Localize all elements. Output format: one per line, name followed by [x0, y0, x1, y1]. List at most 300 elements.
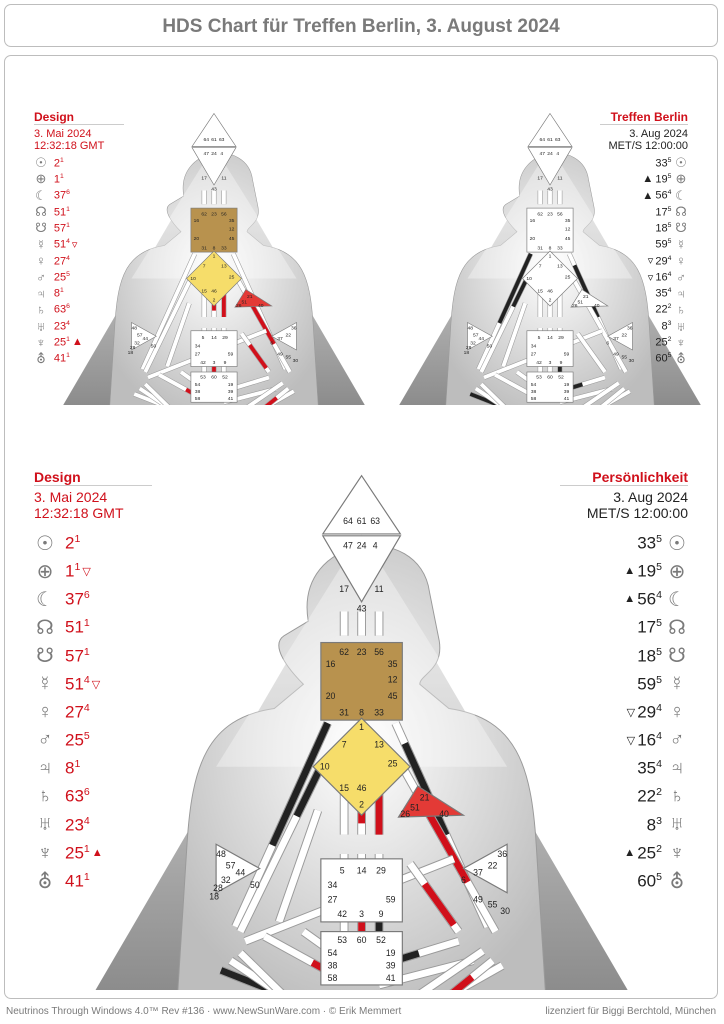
gate-number: 63 — [65, 787, 84, 807]
line-number: 5 — [656, 673, 662, 686]
planet-row — [34, 269, 124, 285]
gate-label: 34 — [194, 344, 201, 350]
panel-title: Persönlichkeit — [560, 469, 688, 486]
gate-number: 60 — [637, 871, 657, 891]
panel-date: 3. Aug 2024 — [629, 128, 688, 140]
line-number: 1 — [66, 205, 70, 213]
gate-label: 60 — [547, 375, 553, 381]
planet-row — [34, 236, 124, 252]
gate-number: 51 — [53, 206, 67, 219]
planet-row — [34, 334, 124, 350]
gate-label: 34 — [530, 344, 537, 350]
gate-label: 35 — [228, 218, 235, 224]
gate-value — [661, 320, 671, 333]
gate-value — [655, 173, 671, 186]
personality-panel — [560, 469, 688, 895]
gate-label: 39 — [385, 960, 396, 971]
gate-value — [54, 320, 70, 333]
planet-row — [34, 302, 124, 318]
gate-label: 53 — [200, 375, 206, 381]
line-number: 4 — [83, 814, 90, 827]
gate-label: 20 — [325, 690, 336, 701]
south-node-icon: ☋ — [35, 220, 47, 236]
sun-icon: ☉ — [36, 532, 54, 555]
pluto-icon: ⛢ — [676, 350, 686, 366]
line-number: 4 — [667, 254, 672, 262]
planet-row — [600, 188, 688, 204]
gate-value — [637, 702, 662, 723]
line-number: 5 — [656, 871, 662, 884]
planet-row — [600, 285, 688, 301]
combined-bodygraph — [90, 466, 636, 995]
gate-number: 59 — [637, 674, 657, 694]
planet-row — [560, 698, 688, 726]
panel-time: 12:32:18 GMT — [34, 140, 105, 152]
gate-number: 22 — [637, 787, 657, 807]
planet-row — [560, 867, 688, 895]
gate-number: 23 — [53, 320, 67, 333]
planet-row — [34, 670, 152, 698]
gate-label: 43 — [547, 187, 553, 193]
gate-label: 6 — [270, 341, 274, 347]
line-number: 1 — [59, 287, 64, 295]
planet-row — [34, 171, 124, 187]
gate-label: 7 — [202, 264, 206, 270]
gate-label: 5 — [537, 336, 541, 341]
gate-label: 54 — [327, 947, 338, 958]
gate-label: 18 — [209, 891, 220, 902]
pluto-icon: ⛢ — [37, 870, 53, 893]
gate-value — [655, 206, 671, 219]
gate-label: 49 — [473, 894, 483, 905]
gate-value — [54, 336, 70, 349]
gate-label: 5 — [339, 865, 345, 876]
line-number: 5 — [83, 730, 90, 743]
jupiter-icon: ♃ — [36, 286, 46, 302]
gate-label: 41 — [563, 397, 570, 403]
planet-row — [600, 171, 688, 187]
gate-label: 46 — [356, 782, 367, 793]
gate-label: 50 — [486, 344, 493, 350]
gate-label: 38 — [530, 389, 537, 395]
gate-number: 17 — [637, 617, 657, 637]
gate-value — [655, 271, 671, 284]
gate-value — [54, 222, 70, 235]
gate-number: 1 — [53, 173, 60, 186]
gate-label: 36 — [291, 326, 297, 332]
gate-value — [655, 157, 671, 170]
gate-label: 9 — [559, 360, 563, 366]
gate-label: 58 — [327, 973, 338, 984]
line-number: 2 — [667, 336, 672, 344]
gate-number: 27 — [53, 255, 67, 268]
line-number: 4 — [83, 673, 90, 686]
gate-label: 40 — [258, 304, 264, 310]
gate-number: 29 — [655, 255, 668, 268]
gate-label: 55 — [621, 355, 627, 361]
design-panel-small — [34, 110, 124, 367]
planet-row — [600, 351, 688, 367]
gate-label: 33 — [221, 246, 227, 252]
gate-label: 3 — [359, 909, 365, 920]
gate-value — [54, 255, 70, 268]
gate-number: 23 — [65, 815, 84, 835]
gate-label: 62 — [339, 647, 349, 658]
gate-value — [54, 352, 70, 365]
gate-label: 36 — [627, 326, 633, 332]
gate-label: 48 — [467, 326, 473, 332]
mars-icon: ♂ — [36, 269, 46, 285]
planet-row — [560, 614, 688, 642]
exaltation-arrow: ▽ — [626, 706, 636, 719]
gate-label: 53 — [536, 375, 542, 381]
planet-row — [560, 783, 688, 811]
gate-label: 48 — [216, 848, 226, 859]
line-number: 2 — [656, 786, 662, 799]
gate-label: 63 — [554, 138, 561, 143]
gate-number: 37 — [65, 589, 84, 609]
gate-value — [65, 702, 90, 723]
gate-number: 17 — [655, 206, 668, 219]
bodygraph-svg — [90, 466, 636, 990]
planet-row — [560, 585, 688, 613]
gate-label: 4 — [220, 151, 224, 157]
gate-label: 9 — [223, 360, 227, 366]
gate-label: 6 — [606, 341, 610, 347]
line-number: 5 — [656, 560, 662, 573]
mars-icon: ♂ — [676, 269, 686, 285]
gate-label: 46 — [547, 289, 553, 295]
gate-label: 40 — [439, 809, 449, 820]
line-number: 1 — [59, 156, 64, 164]
gate-label: 43 — [211, 187, 217, 193]
planet-row — [560, 811, 688, 839]
gate-value — [65, 589, 90, 610]
south-node-icon: ☋ — [668, 645, 686, 668]
line-number: 2 — [667, 303, 672, 311]
gate-label: 59 — [385, 894, 396, 905]
gate-number: 25 — [655, 336, 668, 349]
line-number: 4 — [656, 730, 662, 743]
gate-label: 27 — [530, 352, 537, 358]
footer-license: lizenziert für Biggi Berchtold, München — [545, 1006, 716, 1017]
gate-label: 21 — [583, 294, 589, 300]
gate-value — [637, 730, 662, 751]
moon-icon: ☾ — [35, 187, 47, 203]
gate-label: 16 — [193, 218, 200, 224]
gate-number: 56 — [655, 190, 668, 203]
line-number: 1 — [83, 871, 90, 884]
gate-label: 47 — [539, 151, 546, 157]
gate-label: 22 — [621, 333, 627, 339]
earth-icon: ⊕ — [36, 560, 54, 583]
gate-label: 11 — [221, 176, 227, 182]
gate-number: 29 — [637, 702, 657, 722]
gate-label: 35 — [387, 658, 398, 669]
gate-number: 25 — [637, 843, 657, 863]
planet-row — [34, 614, 152, 642]
gate-number: 8 — [65, 758, 75, 778]
exaltation-arrow: ▲ — [624, 565, 636, 578]
planet-row — [34, 285, 124, 301]
jupiter-icon: ♃ — [37, 757, 53, 780]
gate-number: 25 — [53, 271, 67, 284]
gate-label: 4 — [372, 540, 378, 551]
venus-icon: ♀ — [37, 700, 53, 723]
gate-value — [54, 238, 70, 251]
gate-number: 2 — [65, 533, 75, 553]
gate-label: 26 — [236, 304, 242, 310]
gate-value — [637, 646, 662, 667]
panel-date: 3. Mai 2024 — [34, 489, 108, 505]
gate-label: 21 — [419, 792, 430, 803]
gate-label: 62 — [201, 212, 207, 218]
planet-row — [600, 236, 688, 252]
gate-label: 16 — [529, 218, 536, 224]
gate-label: 19 — [385, 947, 396, 958]
gate-number: 8 — [53, 287, 60, 300]
line-number: 4 — [66, 238, 70, 246]
gate-label: 57 — [225, 860, 236, 871]
planet-row — [560, 755, 688, 783]
pluto-icon: ⛢ — [669, 870, 685, 893]
line-number: 5 — [667, 156, 672, 164]
mars-icon: ♂ — [669, 728, 685, 751]
gate-value — [54, 206, 70, 219]
line-number: 3 — [656, 814, 662, 827]
gate-label: 3 — [212, 360, 216, 366]
line-number: 1 — [66, 222, 70, 229]
gate-label: 42 — [536, 360, 542, 366]
gate-label: 30 — [292, 359, 299, 365]
gate-label: 51 — [241, 300, 247, 306]
jupiter-icon: ♃ — [669, 757, 685, 780]
gate-number: 8 — [661, 320, 668, 333]
line-number: 6 — [66, 189, 70, 197]
planet-row — [34, 726, 152, 754]
planet-row — [600, 204, 688, 220]
gate-label: 60 — [211, 375, 217, 381]
gate-label: 41 — [385, 973, 396, 984]
planet-row — [34, 698, 152, 726]
gate-number: 25 — [53, 336, 67, 349]
gate-label: 2 — [548, 298, 552, 304]
gate-value — [637, 786, 662, 807]
gate-number: 16 — [637, 730, 657, 750]
gate-value — [655, 352, 671, 365]
gate-label: 22 — [285, 333, 291, 339]
gate-label: 57 — [137, 333, 143, 339]
planet-row — [34, 755, 152, 783]
exaltation-arrow: ▲ — [624, 593, 636, 606]
gate-label: 2 — [359, 799, 365, 810]
gate-label: 20 — [193, 237, 200, 242]
gate-label: 23 — [356, 647, 367, 658]
gate-number: 18 — [655, 222, 668, 235]
gate-value — [637, 589, 662, 610]
gate-label: 28 — [213, 882, 223, 893]
gate-label: 19 — [227, 382, 234, 388]
planet-row — [560, 642, 688, 670]
saturn-icon: ♄ — [37, 785, 53, 808]
gate-value — [65, 674, 90, 695]
line-number: 2 — [656, 842, 662, 855]
gate-label: 33 — [374, 707, 384, 718]
gate-label: 48 — [131, 326, 137, 332]
line-number: 4 — [66, 254, 70, 262]
gate-label: 47 — [203, 151, 210, 157]
line-number: 4 — [83, 701, 90, 714]
gate-number: 41 — [53, 353, 67, 366]
design-panel — [34, 469, 152, 895]
gate-number: 57 — [65, 646, 84, 666]
gate-value — [65, 871, 90, 892]
planet-row — [600, 220, 688, 236]
gate-value — [637, 561, 662, 582]
gate-value — [655, 238, 671, 251]
gate-label: 37 — [473, 867, 483, 878]
gate-label: 1 — [359, 721, 365, 732]
gate-label: 37 — [277, 337, 283, 343]
line-number: 1 — [59, 173, 64, 181]
gate-value — [65, 533, 80, 554]
gate-number: 35 — [655, 287, 668, 300]
venus-icon: ♀ — [676, 253, 686, 269]
gate-label: 57 — [473, 333, 479, 339]
gate-number: 63 — [53, 304, 67, 317]
gate-label: 17 — [537, 176, 543, 182]
gate-label: 7 — [341, 739, 347, 750]
gate-label: 2 — [212, 298, 216, 304]
gate-label: 24 — [356, 540, 367, 551]
gate-label: 14 — [211, 336, 217, 341]
mars-icon: ♂ — [37, 728, 53, 751]
gate-number: 56 — [637, 589, 657, 609]
line-number: 6 — [66, 303, 70, 311]
gate-label: 11 — [374, 584, 384, 595]
exaltation-arrow: ▲ — [642, 189, 654, 202]
gate-label: 50 — [150, 344, 157, 350]
uranus-icon: ♅ — [36, 318, 46, 334]
gate-label: 51 — [410, 802, 420, 813]
neptune-icon: ♆ — [669, 841, 685, 864]
gate-label: 8 — [212, 246, 216, 252]
planet-row — [34, 351, 124, 367]
mercury-icon: ☿ — [669, 672, 685, 695]
gate-label: 15 — [339, 782, 349, 793]
gate-label: 23 — [211, 212, 217, 218]
gate-label: 30 — [628, 359, 635, 365]
gate-label: 44 — [235, 867, 246, 878]
gate-label: 30 — [500, 906, 511, 917]
planet-row — [600, 318, 688, 334]
exaltation-arrow: ▲ — [624, 847, 636, 860]
gate-value — [647, 815, 662, 836]
line-number: 5 — [667, 205, 672, 213]
line-number: 4 — [656, 701, 662, 714]
planet-row — [34, 155, 124, 171]
gate-number: 51 — [65, 617, 84, 637]
north-node-icon: ☊ — [668, 617, 686, 640]
gate-value — [65, 617, 90, 638]
gate-value — [65, 561, 80, 582]
gate-label: 42 — [200, 360, 206, 366]
gate-label: 21 — [247, 294, 253, 300]
gate-number: 16 — [655, 271, 668, 284]
gate-label: 42 — [337, 909, 348, 920]
north-node-icon: ☊ — [36, 617, 54, 640]
gate-label: 56 — [557, 212, 563, 218]
gate-number: 25 — [65, 730, 84, 750]
gate-label: 47 — [343, 540, 353, 551]
gate-label: 52 — [376, 935, 386, 946]
sun-icon: ☉ — [675, 155, 687, 171]
gate-number: 51 — [65, 674, 84, 694]
planet-row — [34, 642, 152, 670]
gate-label: 12 — [564, 227, 571, 233]
panel-title: Design — [34, 110, 124, 125]
moon-icon: ☾ — [36, 588, 54, 611]
gate-value — [65, 786, 90, 807]
gate-number: 33 — [637, 533, 657, 553]
transit-panel-small — [600, 110, 688, 367]
gate-label: 10 — [190, 277, 196, 283]
line-number: 5 — [667, 238, 672, 246]
gate-number: 41 — [65, 871, 84, 891]
gate-label: 52 — [222, 375, 228, 381]
south-node-icon: ☋ — [675, 220, 687, 236]
line-number: 6 — [83, 786, 90, 799]
exaltation-arrow: ▿ — [647, 255, 654, 268]
gate-label: 10 — [319, 761, 330, 772]
planet-row — [34, 204, 124, 220]
line-number: 5 — [656, 617, 662, 630]
gate-label: 63 — [218, 138, 225, 143]
line-number: 5 — [667, 222, 672, 229]
gate-value — [655, 287, 671, 300]
venus-icon: ♀ — [669, 700, 685, 723]
gate-label: 26 — [572, 304, 578, 310]
mercury-icon: ☿ — [676, 237, 686, 253]
gate-label: 41 — [227, 397, 234, 403]
gate-label: 45 — [387, 690, 398, 701]
gate-label: 25 — [387, 758, 398, 769]
gate-label: 63 — [370, 516, 381, 527]
gate-label: 14 — [356, 865, 367, 876]
gate-value — [637, 533, 662, 554]
planet-row — [560, 557, 688, 585]
gate-number: 1 — [65, 561, 75, 581]
line-number: 5 — [656, 645, 662, 658]
panel-time: MET/S 12:00:00 — [586, 505, 688, 521]
planet-row — [600, 155, 688, 171]
gate-label: 31 — [201, 246, 207, 252]
gate-value — [637, 674, 662, 695]
gate-label: 64 — [343, 516, 353, 527]
line-number: 3 — [667, 319, 672, 327]
gate-label: 60 — [356, 935, 367, 946]
line-number: 1 — [66, 352, 70, 360]
planet-row — [34, 867, 152, 895]
gate-label: 18 — [463, 350, 470, 356]
north-node-icon: ☊ — [35, 204, 47, 220]
exaltation-arrow: ▲ — [71, 336, 83, 349]
gate-label: 29 — [558, 336, 564, 341]
line-number: 4 — [66, 319, 70, 327]
gate-value — [54, 287, 64, 300]
gate-label: 22 — [487, 860, 498, 871]
sun-icon: ☉ — [35, 155, 47, 171]
